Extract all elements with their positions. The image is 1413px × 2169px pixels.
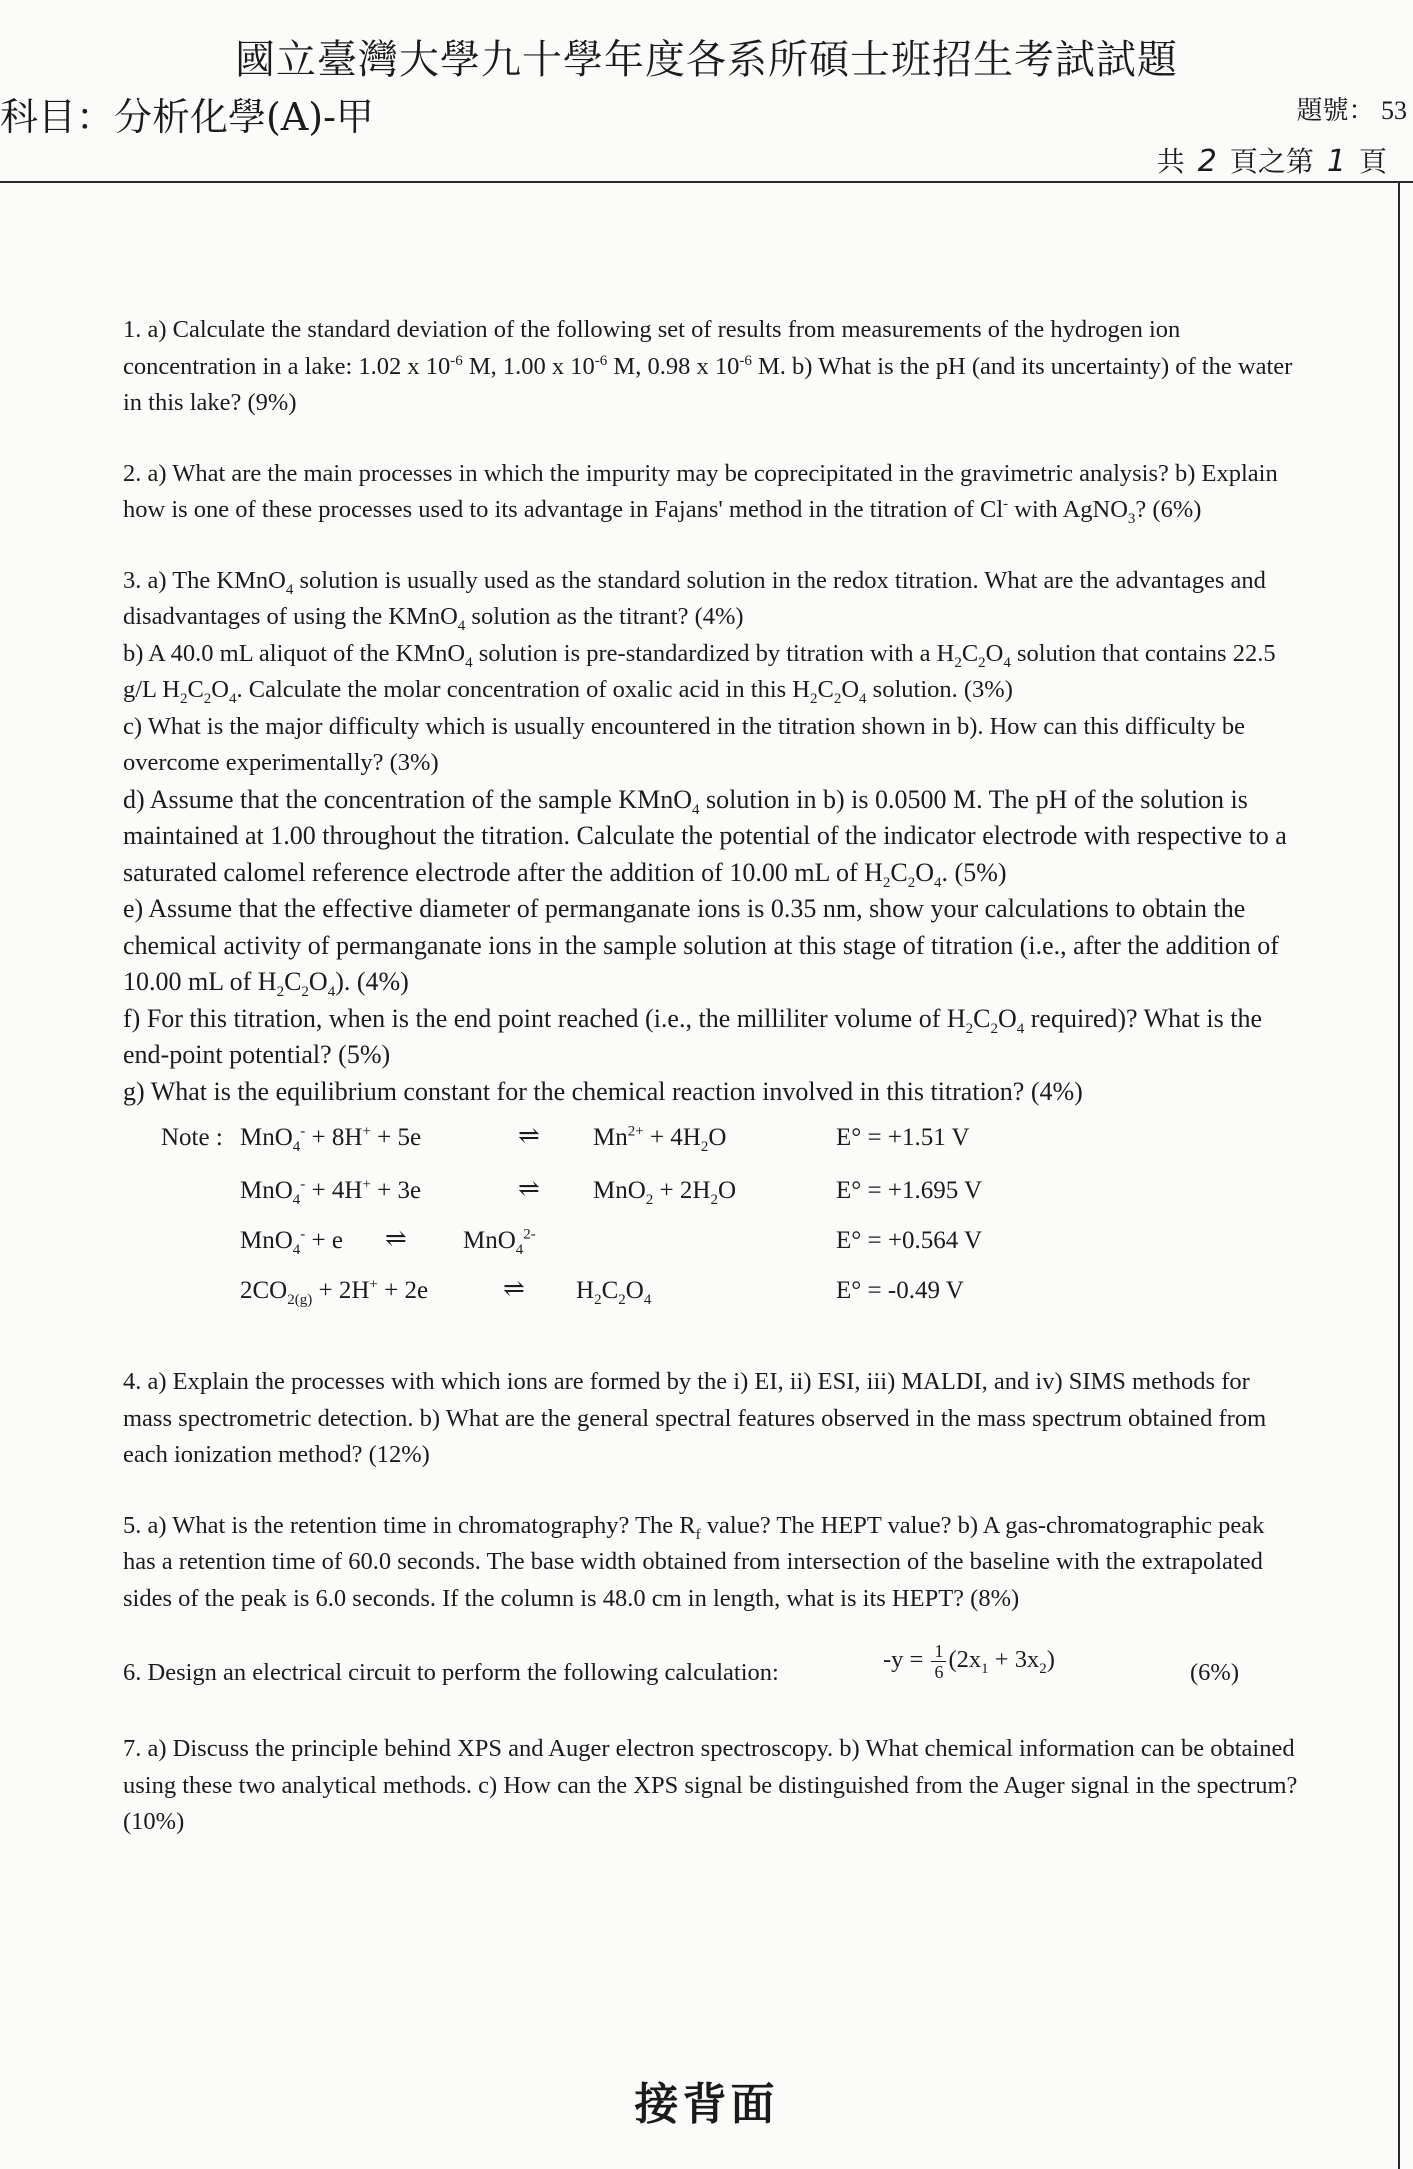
sub-2: 2 — [810, 690, 818, 707]
q3-d2: solution in b) is 0.0500 M. The pH of the solution is maintained at 1.00 throughout the titration. Calculate the potential of the indicator electrode with respective to a saturated calomel reference electrode after the addition of 10.00 mL of H — [123, 784, 1287, 887]
sub-4: 4 — [1003, 654, 1011, 671]
eq2-rhs — [593, 1173, 736, 1210]
sup-minus: - — [300, 1176, 306, 1193]
sub-4: 4 — [515, 1242, 524, 1258]
frame-line — [1398, 181, 1400, 2169]
question-7 — [123, 1731, 1303, 1841]
sup-charge: 2- — [523, 1226, 536, 1243]
question-7-text: 7. a) Discuss the principle behind XPS and Auger electron spectroscopy. b) What chemical information can be obtained using these two analytical methods. c) How can the XPS signal be distinguished from the Auger signal in the spectrum? (10%) — [123, 1735, 1298, 1835]
exam-title: 國立臺灣大學九十學年度各系所碩士班招生考試試題 — [235, 37, 1178, 83]
eq-text: + 2e — [377, 1277, 429, 1304]
eq-text: MnO — [240, 1227, 293, 1254]
formula-lhs: -y = — [883, 1646, 924, 1674]
eq1-lhs — [240, 1120, 421, 1157]
sub-4: 4 — [327, 984, 336, 1001]
question-4 — [123, 1364, 1303, 1474]
q6-text: 6. Design an electrical circuit to perform the following calculation: — [123, 1659, 779, 1686]
q6-formula — [883, 1641, 1055, 1682]
q3-e1: e) Assume that the effective diameter of permanganate ions is 0.35 nm, show your calculations to obtain the chemical activity of permanganate ions in the sample solution at this stage of titration (i.e., after the addition of 10.00 mL of H — [123, 894, 1279, 996]
sub-2: 2 — [1039, 1661, 1047, 1678]
equation-row — [123, 1273, 1303, 1313]
eq-text: Mn — [593, 1124, 628, 1151]
q3-b4: . Calculate the molar concentration of oxalic acid in this H — [236, 676, 810, 703]
q3-a — [123, 563, 1303, 636]
q3-a1: 3. a) The KMnO — [123, 566, 286, 594]
eq4-potential: E° = -0.49 V — [836, 1277, 964, 1304]
eq3-lhs — [240, 1223, 343, 1260]
sub-4: 4 — [643, 1292, 652, 1308]
q3-a3: solution as the titrant? (4%) — [465, 603, 744, 630]
sub-4: 4 — [934, 874, 942, 891]
q2-part-b: with AgNO — [1008, 496, 1128, 523]
sup-plus: + — [369, 1276, 378, 1293]
question-6 — [123, 1641, 1303, 1697]
q3-g: g) What is the equilibrium constant for the chemical reaction involved in this titration? (4%) — [123, 1076, 1083, 1106]
eq-text: + 4H — [305, 1177, 363, 1204]
eq-text: + 2H — [312, 1277, 370, 1304]
q2-sub: 3 — [1127, 510, 1136, 527]
eq1-rhs — [593, 1120, 726, 1157]
q3-a2: solution is usually used as the standard solution in the redox titration. What are the advantages and disadvantages of using the KMnO — [123, 566, 1266, 630]
sub-1: 1 — [981, 1661, 989, 1678]
sub-2: 2 — [301, 984, 309, 1001]
question-5-text — [123, 1508, 1303, 1618]
q3-d1: d) Assume that the concentration of the sample KMnO — [123, 784, 692, 814]
sub-phase: 2(g) — [287, 1292, 313, 1308]
sub-2: 2 — [978, 654, 986, 671]
eq-text: + 8H — [305, 1124, 363, 1151]
eq-text: + 4H — [643, 1124, 701, 1151]
sub-2: 2 — [594, 1292, 602, 1308]
sub-2: 2 — [710, 1192, 718, 1208]
question-code-value: 53 — [1381, 96, 1407, 125]
q6-points: (6%) — [1190, 1659, 1239, 1686]
sub-4: 4 — [465, 654, 473, 671]
sub-2: 2 — [700, 1139, 709, 1155]
equation-row — [123, 1173, 1303, 1213]
formula-part: ) — [1046, 1646, 1055, 1674]
q1-part-d: M. b) What is the pH (and its uncertainty) of the water in this lake? (9%) — [123, 352, 1293, 416]
eq-text: + 3e — [370, 1177, 422, 1204]
eq-text: O — [625, 1277, 644, 1304]
q3-f1: f) For this titration, when is the end point reached (i.e., the milliliter volume of H — [123, 1003, 966, 1033]
sub-4: 4 — [292, 1192, 301, 1208]
eq-text: + 5e — [370, 1124, 422, 1151]
question-2-text — [123, 456, 1303, 529]
eq-text: MnO — [240, 1177, 293, 1204]
eq-text: C — [601, 1277, 619, 1304]
q5-part-a: 5. a) What is the retention time in chromatography? The R — [123, 1511, 696, 1539]
q1-exp1: -6 — [450, 352, 463, 369]
q3-e: e) Assume that the effective diameter of permanganate ions is 0.35 nm, show your calculations to obtain the chemical activity of permanganate ions in the sample solution at this stage of titration (i.e., after the addition of 10.00 mL of $H_2C_2O_4$). (4%) — [123, 894, 1279, 1001]
q3-b1: b) A 40.0 mL aliquot of the KMnO — [123, 639, 466, 667]
fraction — [931, 1641, 946, 1682]
q3-f2: required)? What is the end-point potential? (5%) — [123, 1003, 1263, 1069]
note-equations — [123, 1118, 1303, 1330]
sub-2: 2 — [990, 1020, 998, 1037]
eq1-potential: E° = +1.51 V — [836, 1124, 970, 1151]
equation-row — [123, 1223, 1303, 1263]
sub-2: 2 — [965, 1020, 974, 1037]
eq-text: + e — [305, 1227, 343, 1254]
eq-text: O — [717, 1177, 737, 1204]
sub-2: 2 — [907, 874, 916, 891]
equilibrium-arrow-icon: ⇌ — [385, 1224, 407, 1253]
sub-2: 2 — [618, 1292, 626, 1308]
question-code-label: 題號： — [1296, 96, 1375, 125]
question-5 — [123, 1508, 1303, 1618]
q1-exp2: -6 — [594, 352, 608, 369]
sub-2: 2 — [179, 690, 188, 707]
sub-4: 4 — [457, 617, 466, 634]
q3-b5: solution. (3%) — [866, 676, 1013, 703]
eq-text: MnO — [593, 1177, 646, 1204]
pages-prefix: 共 — [1156, 147, 1185, 178]
eq2-potential: E° = +1.695 V — [836, 1177, 983, 1204]
formula-part: (2x — [948, 1646, 982, 1674]
q3-c: c) What is the major difficulty which is usually encountered in the titration shown in b). How can this difficulty be overcome experimentally? (3%) — [123, 712, 1245, 776]
eq3-rhs — [463, 1223, 536, 1260]
sub-2: 2 — [882, 874, 891, 891]
sub-2: 2 — [203, 690, 212, 707]
sub-4: 4 — [285, 581, 294, 598]
pages-current: 1 — [1326, 144, 1346, 179]
eq2-lhs — [240, 1173, 421, 1210]
sup-plus: + — [362, 1123, 371, 1140]
q1-part-a: 1. a) Calculate the standard deviation of the following set of results from measurements of the hydrogen ion concentration in a lake: 1.02 x 10 — [123, 316, 1181, 380]
eq4-lhs — [240, 1273, 428, 1310]
eq-text: MnO — [463, 1227, 516, 1254]
eq-text: H — [576, 1277, 595, 1304]
eq-text: O — [708, 1124, 727, 1151]
eq3-potential: E° = +0.564 V — [836, 1227, 983, 1254]
sup-plus: + — [362, 1176, 371, 1193]
sub-4: 4 — [859, 690, 867, 707]
fraction-numerator: 1 — [931, 1641, 946, 1662]
sub-4: 4 — [691, 801, 700, 818]
fraction-denominator: 6 — [934, 1662, 944, 1682]
q1-exp3: -6 — [739, 352, 752, 369]
question-1-text — [123, 312, 1303, 422]
q2-sup: - — [1003, 495, 1009, 512]
question-list — [123, 312, 1303, 1875]
sub-4: 4 — [228, 690, 237, 707]
eq-text: + 2H — [653, 1177, 711, 1204]
header-rule — [0, 181, 1413, 183]
sub-4: 4 — [292, 1242, 301, 1258]
formula-part: + 3x — [988, 1646, 1040, 1674]
question-2 — [123, 456, 1303, 529]
sup-minus: - — [300, 1123, 306, 1140]
eq-text: 2CO — [240, 1277, 288, 1304]
q3-f: f) For this titration, when is the end point reached (i.e., the milliliter volume of $H_2C_2O_4$ required)? What is the end-point potential? (5%) — [123, 1003, 1263, 1069]
eq4-rhs — [576, 1273, 651, 1310]
q2-part-a: 2. a) What are the main processes in which the impurity may be coprecipitated in the gravimetric analysis? b) Explain how is one of these processes used to its advantage in Fajans' method in the titration of Cl — [123, 459, 1278, 523]
pages-suffix: 頁 — [1358, 147, 1387, 178]
sub-f: f — [695, 1526, 701, 1543]
q3-d3: . (5%) — [941, 857, 1007, 887]
sub-2: 2 — [276, 984, 285, 1001]
question-1 — [123, 312, 1303, 422]
question-4-text: 4. a) Explain the processes with which ions are formed by the i) EI, ii) ESI, iii) MALDI, and iv) SIMS methods for mass spectrometric detection. b) What are the general spectral features observed in the mass spectrum obtained from each ionization method? (12%) — [123, 1368, 1267, 1468]
pages-middle: 頁之第 — [1229, 147, 1314, 178]
page-indicator — [1157, 140, 1387, 180]
question-3 — [123, 563, 1303, 1111]
sup-charge: 2+ — [627, 1123, 644, 1140]
equilibrium-arrow-icon: ⇌ — [503, 1274, 525, 1303]
eq-text: MnO — [240, 1124, 293, 1151]
q3-b3: solution that contains 22.5 g/L H — [123, 639, 1276, 703]
q3-b2: solution is pre-standardized by titration with a H — [472, 639, 955, 667]
q2-part-c: ? (6%) — [1135, 496, 1202, 523]
q3-d: d) Assume that the concentration of the sample KMnO$_4$ solution in b) is 0.0500 M. The pH of the solution is maintained at 1.00 throughout the titration. Calculate the potential of the indicator electrode with respective to a saturated calomel reference electrode after the addition of 10.00 mL of $H_2C_2O_4$. (5%) — [123, 784, 1287, 891]
equilibrium-arrow-icon: ⇌ — [518, 1121, 540, 1150]
sub-2: 2 — [954, 654, 962, 671]
q5-part-b: value? The HEPT value? b) A gas-chromatographic peak has a retention time of 60.0 seconds. The base width obtained from intersection of the baseline with the extrapolated sides of the peak is 6.0 seconds. If the column is 48.0 cm in length, what is its HEPT? (8%) — [123, 1511, 1265, 1612]
q3-b: b) A 40.0 mL aliquot of the KMnO$_4$ solution is pre-standardized by titration with a $H_2C_2O_4$ solution that contains 22.5 g/L $H_2C_2O_4$. Calculate the molar concentration of oxalic acid in this $H_2C_2O_4$ solution. (3%) — [123, 639, 1276, 707]
sub-2: 2 — [645, 1192, 654, 1208]
question-code — [1296, 90, 1407, 127]
pages-total: 2 — [1197, 144, 1217, 179]
equation-row — [123, 1120, 1303, 1160]
subject-line: 科目：分析化學(A)-甲 — [0, 95, 374, 139]
note-label: Note : — [161, 1124, 223, 1151]
sup-minus: - — [300, 1226, 306, 1243]
continue-on-back-note: 接背面 — [634, 2079, 779, 2130]
sub-4: 4 — [1016, 1020, 1025, 1037]
q1-part-c: M, 0.98 x 10 — [607, 352, 740, 380]
q1-part-b: M, 1.00 x 10 — [462, 352, 595, 380]
sub-2: 2 — [833, 690, 842, 707]
sub-4: 4 — [292, 1139, 301, 1155]
equilibrium-arrow-icon: ⇌ — [518, 1174, 540, 1203]
q3-e2: ). (4%) — [335, 967, 409, 996]
